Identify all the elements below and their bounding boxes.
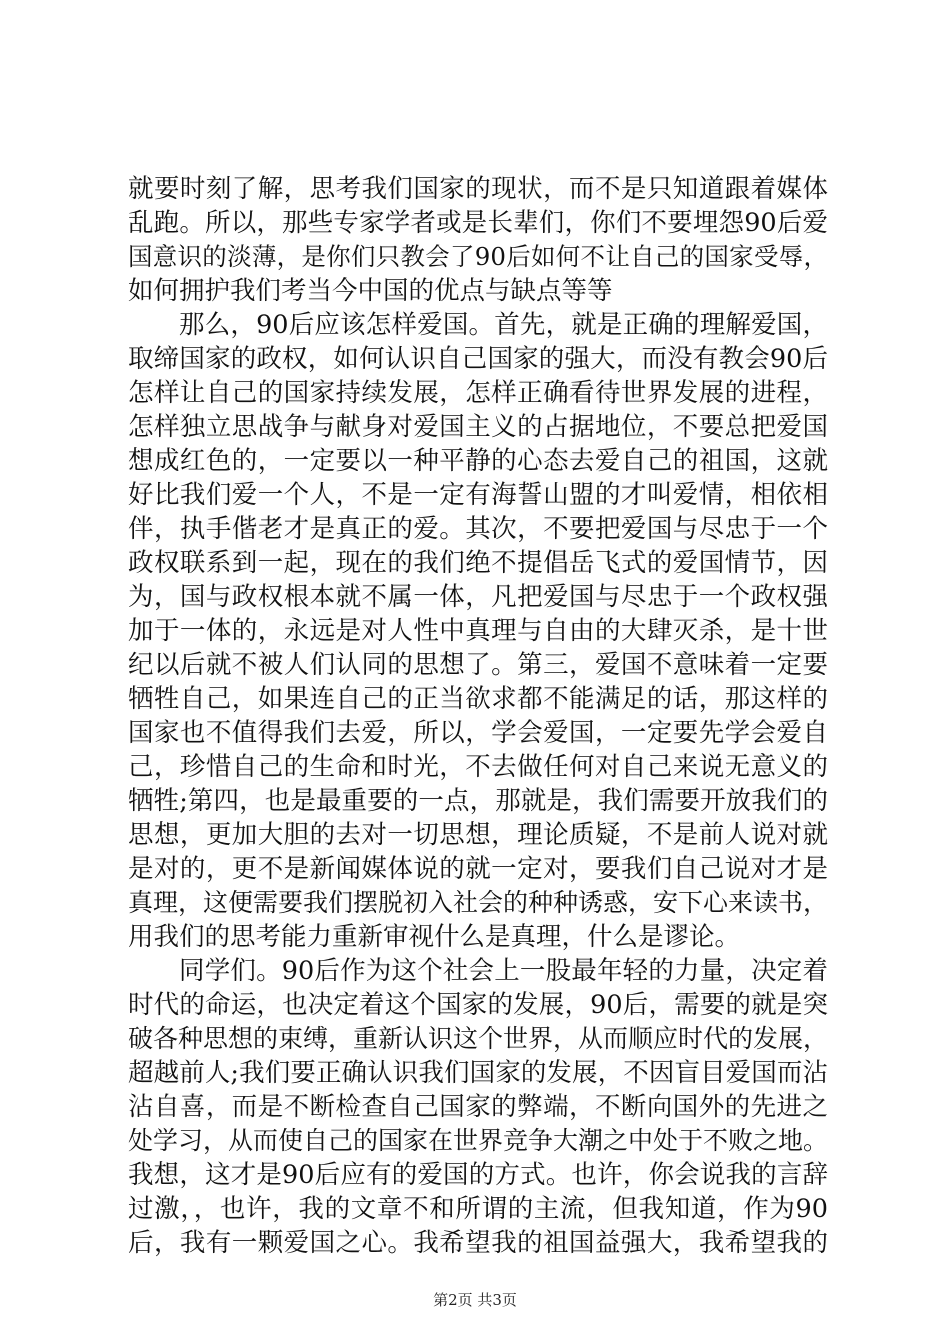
text-line: 用我们的思考能力重新审视什么是真理，什么是谬论。 [128,922,741,952]
text-line: 怎样让自己的国家持续发展，怎样正确看待世界发展的进程， [128,378,828,408]
text-line: 沾自喜，而是不断检查自己国家的弊端，不断向国外的先进之 [128,1092,828,1122]
paragraph-start-line: 同学们。90后作为这个社会上一股最年轻的力量，决定着 [179,956,828,986]
text-line: 取缔国家的政权，如何认识自己国家的强大，而没有教会90后 [128,344,828,374]
text-line: 伴，执手偕老才是真正的爱。其次，不要把爱国与尽忠于一个 [128,514,828,544]
text-line: 国意识的淡薄，是你们只教会了90后如何不让自己的国家受辱， [128,242,828,271]
text-line: 破各种思想的束缚，重新认识这个世界，从而顺应时代的发展， [128,1024,829,1053]
text-line: 加于一体的，永远是对人性中真理与自由的大肆灭杀，是十世 [128,616,828,646]
text-line: 处学习，从而使自己的国家在世界竞争大潮之中处于不败之地。 [128,1126,829,1155]
text-line: 超越前人;我们要正确认识我们国家的发展，不因盲目爱国而沾 [128,1058,828,1088]
text-line: 我想，这才是90后应有的爱国的方式。也许，你会说我的言辞 [128,1160,828,1190]
text-line: 过激，，也许，我的文章不和所谓的主流，但我知道，作为90 [128,1194,828,1224]
paragraph-start-line: 那么，90后应该怎样爱国。首先，就是正确的理解爱国， [179,310,828,340]
text-line: 牺牲自己，如果连自己的正当欲求都不能满足的话，那这样的 [128,684,828,714]
text-line: 思想，更加大胆的去对一切思想，理论质疑，不是前人说对就 [128,820,828,850]
text-line: 乱跑。所以，那些专家学者或是长辈们，你们不要埋怨90后爱 [128,208,828,238]
text-line: 真理，这便需要我们摆脱初入社会的种种诱惑，安下心来读书， [128,888,829,917]
text-line: 纪以后就不被人们认同的思想了。第三，爱国不意味着一定要 [128,650,828,680]
text-line: 就要时刻了解，思考我们国家的现状，而不是只知道跟着媒体 [128,174,828,204]
body-text [128,172,828,1260]
text-line: 如何拥护我们考当今中国的优点与缺点等等 [128,276,613,306]
text-line: 好比我们爱一个人，不是一定有海誓山盟的才叫爱情，相依相 [128,480,828,510]
text-line: 政权联系到一起，现在的我们绝不提倡岳飞式的爱国情节，因 [128,548,828,578]
text-line: 怎样独立思战争与献身对爱国主义的占据地位，不要总把爱国 [128,412,828,442]
text-line: 是对的，更不是新闻媒体说的就一定对，要我们自己说对才是 [128,854,828,884]
text-line: 时代的命运，也决定着这个国家的发展，90后，需要的就是突 [128,990,828,1020]
page-number-footer: 第2页 共3页 [433,1291,517,1309]
text-line: 牺牲;第四，也是最重要的一点，那就是，我们需要开放我们的 [128,786,828,816]
text-line: 为，国与政权根本就不属一体，凡把爱国与尽忠于一个政权强 [128,582,828,612]
text-line: 后，我有一颗爱国之心。我希望我的祖国益强大，我希望我的 [128,1228,828,1258]
text-line: 想成红色的，一定要以一种平静的心态去爱自己的祖国，这就 [128,446,828,476]
text-line: 国家也不值得我们去爱，所以，学会爱国，一定要先学会爱自 [128,718,828,748]
text-line: 己，珍惜自己的生命和时光，不去做任何对自己来说无意义的 [128,752,828,782]
